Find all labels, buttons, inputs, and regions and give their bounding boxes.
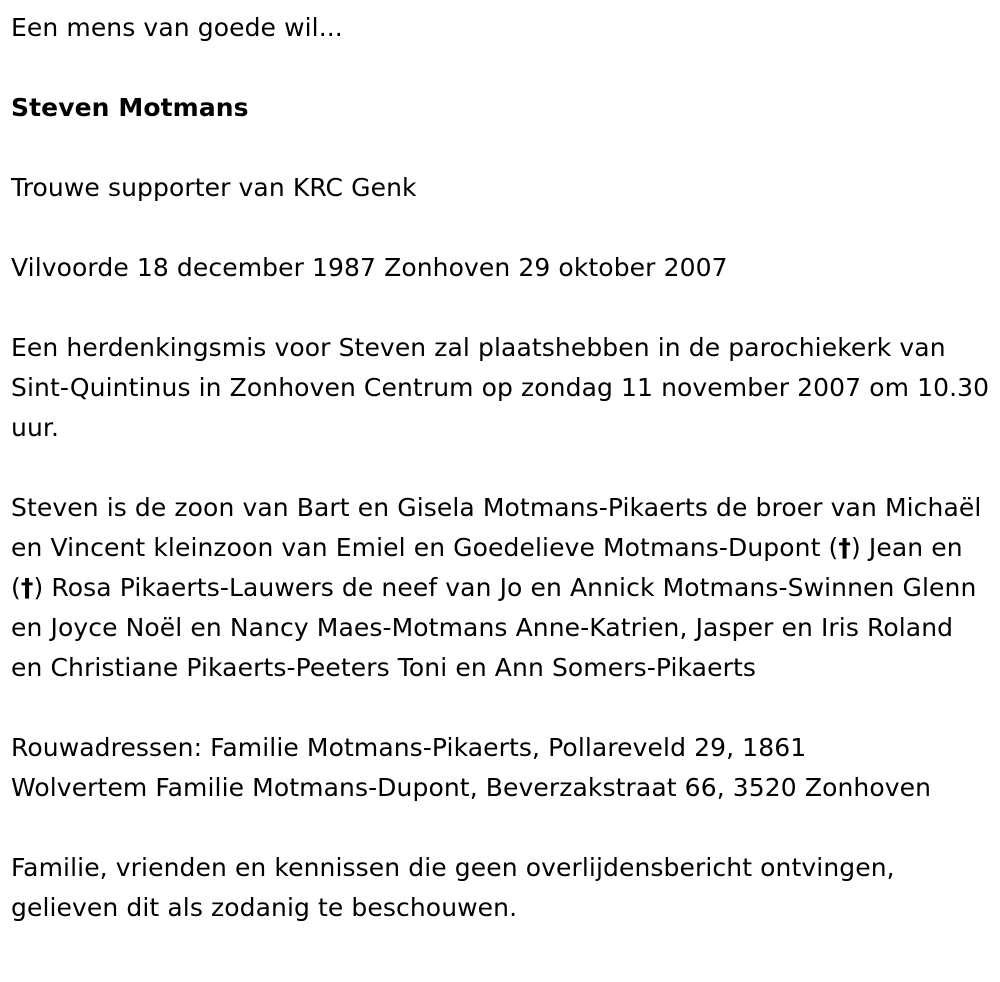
deceased-name: Steven Motmans [11,93,249,122]
addresses-paragraph [11,728,990,808]
cross-icon: † [20,573,34,602]
intro-line: Een mens van goede wil... [11,13,343,42]
supporter-line: Trouwe supporter van KRC Genk [11,173,417,202]
family-text-part-1: Steven is de zoon van Bart en Gisela Motmans-Pikaerts de broer van Michaël en Vincent kleinzoon van Emiel en Goedelieve Motmans-Dupont ( [11,493,982,562]
closing-paragraph: Familie, vrienden en kennissen die geen overlijdensbericht ontvingen, gelieven dit als zodanig te beschouwen. [11,853,895,922]
birth-death-dates: Vilvoorde 18 december 1987 Zonhoven 29 oktober 2007 [11,253,728,282]
family-text-part-3: ) Rosa Pikaerts-Lauwers de neef van Jo en Annick Motmans-Swinnen Glenn en Joyce Noël en Nancy Maes-Motmans Anne-Katrien, Jasper en Iris Roland en Christiane Pikaerts-Peeters Toni en Ann Somers-Pikaerts [11,573,977,682]
address-line-1: Rouwadressen: Familie Motmans-Pikaerts, Pollareveld 29, 1861 [11,733,807,762]
address-line-2: Wolvertem Familie Motmans-Dupont, Beverzakstraat 66, 3520 Zonhoven [11,773,932,802]
family-paragraph [11,488,990,688]
cross-icon: † [838,533,852,562]
family-text-part-2: ) Jean en ( [11,533,963,602]
memorial-mass-paragraph: Een herdenkingsmis voor Steven zal plaatshebben in de parochiekerk van Sint-Quintinus in Zonhoven Centrum op zondag 11 november 2007 om 10.30 uur. [11,333,990,442]
